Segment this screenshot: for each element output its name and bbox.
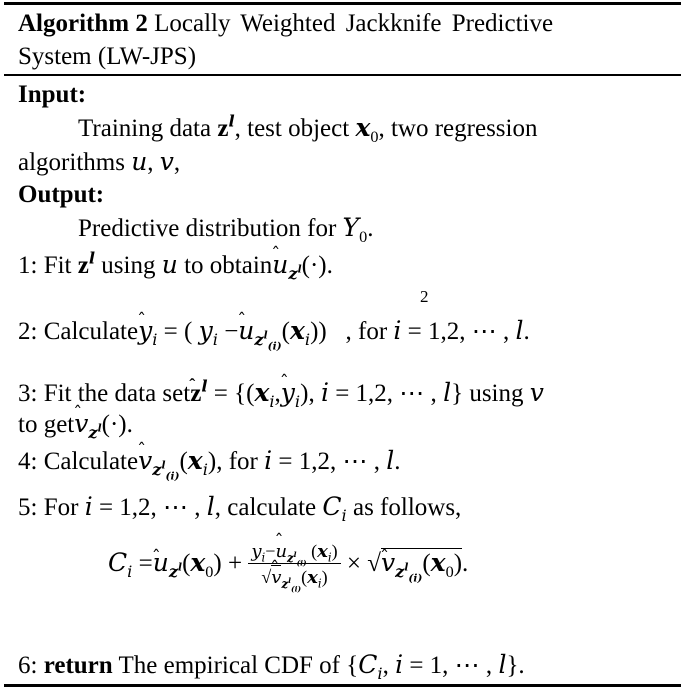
bottom-rule: [4, 684, 681, 687]
step-5: 5: For i = 1,2, ⋯ , l, calculate $C_i$ as follows,: [18, 492, 462, 525]
step-2: 2: Calculateˆ $y_i$ = ( $y_i$ −ˆ $u_{z^l_{(i)}}(x_i)$) , for i = 1,2, ⋯ , l.: [18, 316, 530, 347]
step-2-exponent: 2: [420, 287, 429, 306]
input-line2: algorithms u, v,: [18, 147, 181, 176]
header-rule: [4, 74, 681, 76]
input-label: Input:: [18, 81, 87, 108]
step-5-formula: $C_i$ =ˆ $u_{z^l}(x_0)$ + $\frac{y_i-ˆ u_{z^l_{(i)}} (x_i)}{√ˆ v_{z^l_{(i)}}(x_i)}$ × √ˆ $v_{z^l_{(i)}}(x_0)$.: [108, 540, 468, 591]
top-rule: [4, 2, 681, 5]
algorithm-label: Algorithm 2: [18, 10, 148, 37]
step-6: 6: return The empirical CDF of {$C_i$, i = 1, ⋯ , l}.: [18, 650, 525, 683]
step-3-line2: to getˆ $v_{z^l}(\cdot)$.: [18, 409, 133, 440]
output-label: Output:: [18, 181, 105, 208]
step-3-line1: 3: Fit the data setˆ $z^l$ = {($x_i,ˆ$ $y_i$), i = 1,2, ⋯ , l} using v: [18, 378, 544, 409]
algorithm-title-line2: System (LW-JPS): [18, 43, 197, 70]
step-4: 4: Calculateˆ $v_{z^l_{(i)}}(x_i)$, for i = 1,2, ⋯ , l.: [18, 446, 401, 477]
algorithm-title: Locally Weighted Jackknife Predictive: [154, 10, 554, 37]
input-line1: Training data $z^l$, test object $x_0$, two regression: [78, 111, 538, 146]
formula-fraction: $\frac{y_i-ˆ u_{z^l_{(i)}} (x_i)}{√ˆ v_{z^l_{(i)}}(x_i)}$: [248, 540, 340, 591]
algorithm-title-line1: [18, 9, 553, 39]
step-1: 1: Fit $z^l$ using u to obtainˆ $u_{z^l}(\cdot)$.: [18, 250, 333, 281]
output-line: Predictive distribution for $Y_0$.: [78, 213, 374, 246]
